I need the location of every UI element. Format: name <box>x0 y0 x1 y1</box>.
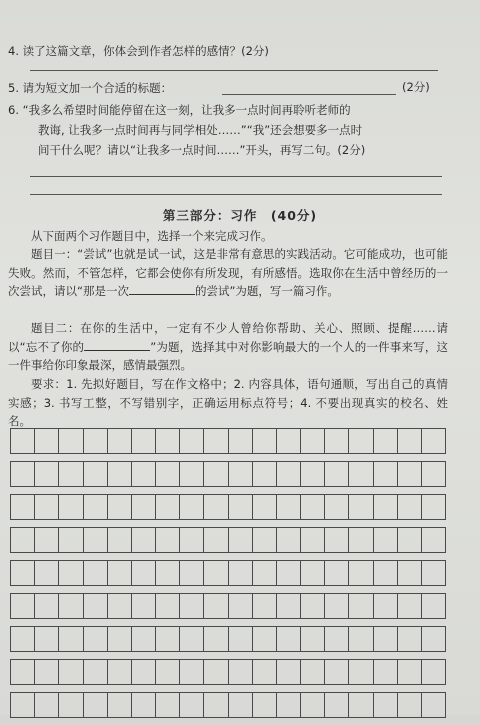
grid-cell <box>11 495 35 519</box>
grid-cell <box>277 627 301 651</box>
question-5: 5. 请为短文加一个合适的标题： <box>8 81 173 95</box>
grid-cell <box>349 462 373 486</box>
grid-cell <box>84 462 108 486</box>
grid-cell <box>349 561 373 585</box>
grid-cell <box>277 528 301 552</box>
grid-cell <box>325 594 349 618</box>
grid-cell <box>108 627 132 651</box>
grid-cell <box>253 561 277 585</box>
grid-cell <box>59 561 83 585</box>
grid-cell <box>11 462 35 486</box>
grid-cell <box>132 561 156 585</box>
grid-cell <box>180 693 204 717</box>
grid-cell <box>325 528 349 552</box>
grid-cell <box>349 429 373 453</box>
grid-cell <box>204 429 228 453</box>
grid-cell <box>422 495 446 519</box>
grid-cell <box>422 561 446 585</box>
grid-cell <box>277 429 301 453</box>
grid-cell <box>180 528 204 552</box>
grid-cell <box>132 495 156 519</box>
topic-2-blank <box>84 338 150 351</box>
grid-cell <box>108 462 132 486</box>
grid-cell <box>374 528 398 552</box>
grid-cell <box>374 462 398 486</box>
grid-cell <box>84 429 108 453</box>
grid-cell <box>422 462 446 486</box>
grid-cell <box>156 660 180 684</box>
grid-cell <box>156 561 180 585</box>
grid-cell <box>156 429 180 453</box>
grid-cell <box>84 528 108 552</box>
grid-cell <box>11 561 35 585</box>
grid-cell <box>349 693 373 717</box>
grid-cell <box>398 693 422 717</box>
grid-cell <box>132 528 156 552</box>
grid-cell <box>398 660 422 684</box>
grid-cell <box>229 429 253 453</box>
topic-1 <box>8 245 448 301</box>
grid-cell <box>132 660 156 684</box>
grid-cell <box>277 594 301 618</box>
topic-2-text-b: ”为题，选择其中对你影响最大的一个人的一件事来写，这一件事给你印象最深，感情最强烈。 <box>8 339 448 372</box>
grid-cell <box>374 627 398 651</box>
grid-cell <box>132 594 156 618</box>
grid-cell <box>325 561 349 585</box>
topic-1-text-b: 的尝试”为题，写一篇习作。 <box>194 284 339 298</box>
grid-cell <box>108 561 132 585</box>
grid-cell <box>35 429 59 453</box>
answer-line-q4 <box>30 70 438 71</box>
answer-line-q6-1 <box>30 176 442 177</box>
grid-cell <box>180 627 204 651</box>
grid-row <box>10 626 446 652</box>
grid-cell <box>398 462 422 486</box>
grid-cell <box>349 660 373 684</box>
grid-cell <box>156 528 180 552</box>
grid-row <box>10 428 446 454</box>
grid-cell <box>422 627 446 651</box>
grid-cell <box>229 693 253 717</box>
grid-cell <box>301 660 325 684</box>
grid-cell <box>11 660 35 684</box>
grid-cell <box>253 462 277 486</box>
grid-cell <box>156 693 180 717</box>
grid-cell <box>301 627 325 651</box>
writing-grid <box>10 428 446 725</box>
grid-cell <box>398 627 422 651</box>
grid-cell <box>253 429 277 453</box>
grid-cell <box>108 693 132 717</box>
grid-cell <box>277 462 301 486</box>
grid-cell <box>277 660 301 684</box>
grid-cell <box>204 462 228 486</box>
grid-cell <box>11 429 35 453</box>
q5-points: (2分) <box>402 80 430 94</box>
question-4: 4. 读了这篇文章，你体会到作者怎样的感情？(2分) <box>8 44 269 58</box>
grid-cell <box>253 495 277 519</box>
grid-cell <box>156 495 180 519</box>
grid-cell <box>422 594 446 618</box>
grid-cell <box>398 594 422 618</box>
grid-cell <box>204 594 228 618</box>
grid-cell <box>84 627 108 651</box>
grid-cell <box>11 594 35 618</box>
grid-cell <box>253 594 277 618</box>
grid-cell <box>59 660 83 684</box>
grid-cell <box>422 429 446 453</box>
grid-row <box>10 692 446 718</box>
answer-line-q6-2 <box>30 194 442 195</box>
grid-cell <box>349 528 373 552</box>
grid-cell <box>156 594 180 618</box>
section-3-intro: 从下面两个习作题目中，选择一个来完成习作。 <box>31 229 273 243</box>
grid-cell <box>325 429 349 453</box>
grid-cell <box>374 429 398 453</box>
grid-cell <box>301 561 325 585</box>
grid-cell <box>229 561 253 585</box>
grid-cell <box>229 594 253 618</box>
grid-cell <box>35 594 59 618</box>
grid-cell <box>253 528 277 552</box>
grid-cell <box>204 693 228 717</box>
grid-row <box>10 461 446 487</box>
grid-cell <box>301 528 325 552</box>
grid-cell <box>422 660 446 684</box>
grid-cell <box>253 693 277 717</box>
grid-cell <box>11 693 35 717</box>
grid-cell <box>325 660 349 684</box>
question-6-line-2: 教诲, 让我多一点时间再与同学相处……”“我”还会想要多一点时 <box>38 123 363 137</box>
requirements: 要求：1. 先拟好题目，写在作文格中；2. 内容具体，语句通顺，写出自己的真情实感；3. 书写工整，不写错别字，正确运用标点符号；4. 不要出现真实的校名、姓名。 <box>8 377 448 428</box>
grid-cell <box>204 495 228 519</box>
grid-cell <box>301 462 325 486</box>
grid-cell <box>349 594 373 618</box>
grid-cell <box>229 462 253 486</box>
grid-cell <box>108 660 132 684</box>
topic-1-blank <box>129 282 195 295</box>
grid-cell <box>180 561 204 585</box>
grid-cell <box>84 495 108 519</box>
grid-row <box>10 494 446 520</box>
grid-cell <box>108 528 132 552</box>
question-6-line-1: 6. “我多么希望时间能停留在这一刻，让我多一点时间再聆听老师的 <box>8 103 351 117</box>
grid-cell <box>325 495 349 519</box>
grid-cell <box>204 660 228 684</box>
grid-cell <box>35 462 59 486</box>
grid-cell <box>35 495 59 519</box>
question-6-line-3: 间干什么呢？请以“让我多一点时间……”开头，再写二句。(2分) <box>38 143 366 157</box>
grid-cell <box>84 594 108 618</box>
grid-cell <box>132 462 156 486</box>
grid-cell <box>277 495 301 519</box>
grid-cell <box>180 660 204 684</box>
answer-line-q5 <box>222 94 396 95</box>
grid-cell <box>59 429 83 453</box>
grid-cell <box>229 528 253 552</box>
topic-2 <box>8 319 448 375</box>
grid-cell <box>59 528 83 552</box>
grid-cell <box>301 429 325 453</box>
grid-cell <box>301 495 325 519</box>
grid-cell <box>132 429 156 453</box>
grid-row <box>10 527 446 553</box>
grid-cell <box>301 693 325 717</box>
grid-cell <box>84 660 108 684</box>
grid-cell <box>132 627 156 651</box>
grid-cell <box>325 462 349 486</box>
grid-cell <box>229 660 253 684</box>
grid-cell <box>59 495 83 519</box>
grid-cell <box>277 561 301 585</box>
grid-cell <box>84 561 108 585</box>
grid-cell <box>374 561 398 585</box>
grid-cell <box>204 627 228 651</box>
section-3-title: 第三部分：习作 (40分) <box>162 208 318 223</box>
grid-cell <box>229 627 253 651</box>
grid-cell <box>374 594 398 618</box>
grid-cell <box>349 627 373 651</box>
topic-2-text-a: 题目二：在你的生活中，一定有不少人曾给你帮助、关心、照顾、提醒……请以“忘不了你的 <box>8 321 448 354</box>
grid-cell <box>422 528 446 552</box>
grid-cell <box>204 561 228 585</box>
grid-cell <box>35 528 59 552</box>
grid-cell <box>132 693 156 717</box>
grid-cell <box>422 693 446 717</box>
grid-cell <box>398 495 422 519</box>
grid-cell <box>301 594 325 618</box>
grid-cell <box>374 495 398 519</box>
grid-cell <box>374 660 398 684</box>
topic-1-text-a: 题目一：“尝试”也就是试一试，这是非常有意思的实践活动。它可能成功，也可能失败。然而，不管怎样，它都会使你有所发现，有所感悟。选取你在生活中曾经历的一次尝试，请以“那是一次 <box>8 247 448 298</box>
grid-cell <box>108 594 132 618</box>
grid-cell <box>398 561 422 585</box>
grid-cell <box>35 627 59 651</box>
grid-cell <box>59 693 83 717</box>
grid-cell <box>11 627 35 651</box>
grid-cell <box>59 462 83 486</box>
grid-cell <box>59 594 83 618</box>
grid-cell <box>398 429 422 453</box>
grid-cell <box>325 693 349 717</box>
grid-row <box>10 659 446 685</box>
grid-cell <box>180 594 204 618</box>
grid-cell <box>180 429 204 453</box>
grid-cell <box>84 693 108 717</box>
grid-cell <box>108 495 132 519</box>
grid-cell <box>180 462 204 486</box>
grid-cell <box>59 627 83 651</box>
grid-cell <box>253 627 277 651</box>
grid-cell <box>11 528 35 552</box>
grid-cell <box>374 693 398 717</box>
grid-row <box>10 560 446 586</box>
grid-cell <box>398 528 422 552</box>
grid-cell <box>156 627 180 651</box>
grid-cell <box>156 462 180 486</box>
grid-cell <box>229 495 253 519</box>
grid-cell <box>277 693 301 717</box>
grid-cell <box>108 429 132 453</box>
grid-cell <box>35 693 59 717</box>
grid-cell <box>253 660 277 684</box>
grid-cell <box>35 660 59 684</box>
grid-cell <box>204 528 228 552</box>
grid-cell <box>180 495 204 519</box>
grid-cell <box>35 561 59 585</box>
grid-cell <box>325 627 349 651</box>
grid-row <box>10 593 446 619</box>
grid-cell <box>349 495 373 519</box>
